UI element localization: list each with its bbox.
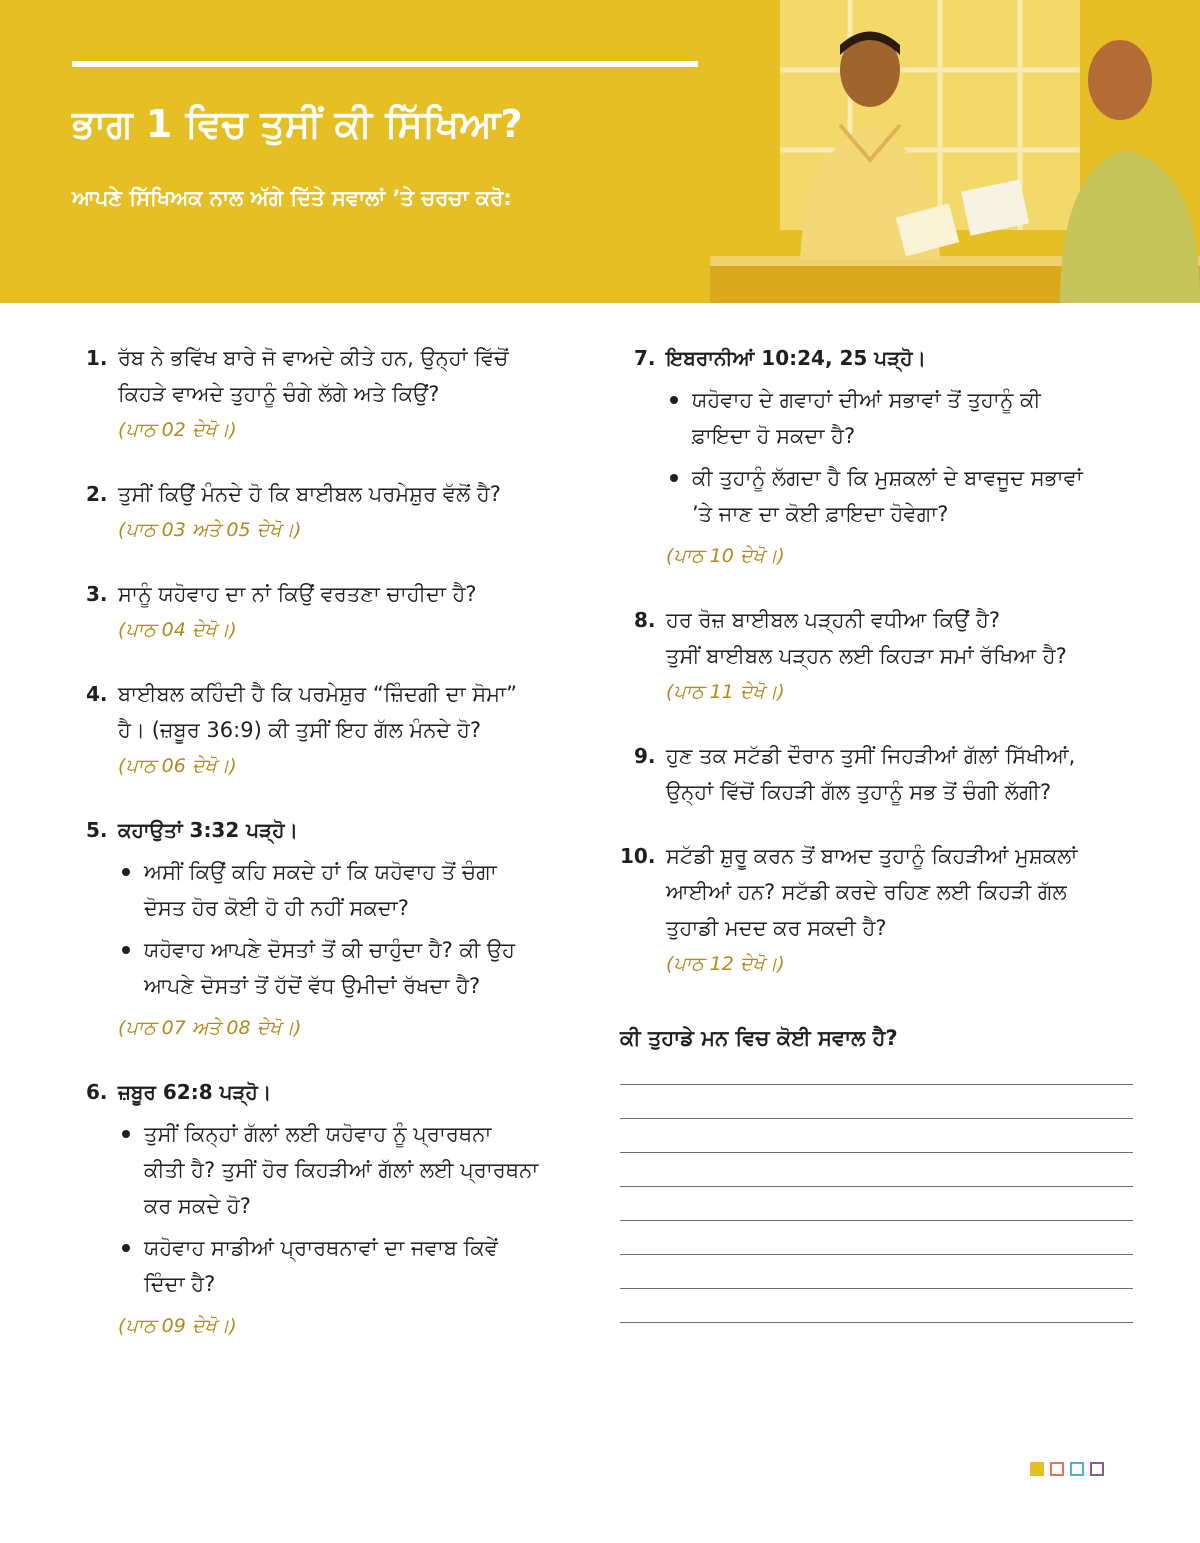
lesson-reference: (ਪਾਠ 07 ਅਤੇ 08 ਦੇਖੋ।) bbox=[118, 1017, 302, 1039]
square-outline-icon bbox=[1050, 1462, 1064, 1476]
question-2 bbox=[86, 476, 576, 548]
question-1 bbox=[86, 340, 576, 448]
bullet-icon bbox=[122, 868, 130, 876]
lesson-reference: (ਪਾਠ 09 ਦੇਖੋ।) bbox=[118, 1315, 237, 1337]
writing-line[interactable] bbox=[620, 1254, 1133, 1255]
question-number: 3. bbox=[86, 582, 108, 606]
writing-line[interactable] bbox=[620, 1118, 1133, 1119]
question-4 bbox=[86, 676, 576, 784]
bullet-item: ਯਹੋਵਾਹ ਸਾਡੀਆਂ ਪ੍ਰਾਰਥਨਾਵਾਂ ਦਾ ਜਵਾਬ ਕਿਵੇਂ ਦਿੰਦਾ ਹੈ? bbox=[118, 1230, 576, 1302]
writing-line[interactable] bbox=[620, 1186, 1133, 1187]
question-5 bbox=[86, 812, 576, 1046]
question-7 bbox=[620, 340, 1135, 574]
writing-line[interactable] bbox=[620, 1220, 1133, 1221]
lesson-reference: (ਪਾਠ 11 ਦੇਖੋ।) bbox=[666, 681, 785, 703]
bullet-icon bbox=[122, 1244, 130, 1252]
question-6 bbox=[86, 1074, 576, 1344]
scripture-heading: ਕਹਾਉਤਾਂ 3:32 ਪੜ੍ਹੋ। bbox=[118, 818, 298, 842]
question-3 bbox=[86, 576, 576, 648]
writing-line[interactable] bbox=[620, 1288, 1133, 1289]
bullet-item: ਤੁਸੀਂ ਕਿਨ੍ਹਾਂ ਗੱਲਾਂ ਲਈ ਯਹੋਵਾਹ ਨੂੰ ਪ੍ਰਾਰਥਨਾ ਕੀਤੀ ਹੈ? ਤੁਸੀਂ ਹੋਰ ਕਿਹੜੀਆਂ ਗੱਲਾਂ ਲਈ ਪ੍ਰਾਰਥਨਾ ਕਰ ਸਕਦੇ ਹੋ? bbox=[118, 1116, 576, 1224]
question-text: ਰੱਬ ਨੇ ਭਵਿੱਖ ਬਾਰੇ ਜੋ ਵਾਅਦੇ ਕੀਤੇ ਹਨ, ਉਨ੍ਹਾਂ ਵਿੱਚੋਂ ਕਿਹੜੇ ਵਾਅਦੇ ਤੁਹਾਨੂੰ ਚੰਗੇ ਲੱਗੇ ਅਤੇ ਕਿਉਂ? bbox=[118, 346, 509, 406]
lesson-reference: (ਪਾਠ 04 ਦੇਖੋ।) bbox=[118, 619, 237, 641]
header-rule bbox=[72, 61, 698, 67]
question-number: 4. bbox=[86, 682, 108, 706]
question-number: 9. bbox=[634, 744, 656, 768]
question-number: 10. bbox=[620, 844, 656, 868]
question-number: 8. bbox=[634, 608, 656, 632]
bullet-item: ਕੀ ਤੁਹਾਨੂੰ ਲੱਗਦਾ ਹੈ ਕਿ ਮੁਸ਼ਕਲਾਂ ਦੇ ਬਾਵਜੂਦ ਸਭਾਵਾਂ ’ਤੇ ਜਾਣ ਦਾ ਕੋਈ ਫ਼ਾਇਦਾ ਹੋਵੇਗਾ? bbox=[666, 460, 1135, 532]
page-subtitle: ਆਪਣੇ ਸਿੱਖਿਅਕ ਨਾਲ ਅੱਗੇ ਦਿੱਤੇ ਸਵਾਲਾਂ ’ਤੇ ਚਰਚਾ ਕਰੋ: bbox=[72, 186, 512, 210]
right-column bbox=[620, 340, 1135, 1356]
color-squares bbox=[1030, 1462, 1104, 1476]
lesson-reference: (ਪਾਠ 02 ਦੇਖੋ।) bbox=[118, 419, 237, 441]
question-8 bbox=[620, 602, 1135, 710]
lesson-reference: (ਪਾਠ 12 ਦੇਖੋ।) bbox=[666, 953, 785, 975]
question-text: ਹਰ ਰੋਜ਼ ਬਾਈਬਲ ਪੜ੍ਹਨੀ ਵਧੀਆ ਕਿਉਂ ਹੈ? ਤੁਸੀਂ ਬਾਈਬਲ ਪੜ੍ਹਨ ਲਈ ਕਿਹੜਾ ਸਮਾਂ ਰੱਖਿਆ ਹੈ? bbox=[666, 608, 1067, 668]
square-outline-icon bbox=[1070, 1462, 1084, 1476]
bullet-icon bbox=[670, 396, 678, 404]
writing-line[interactable] bbox=[620, 1152, 1133, 1153]
lesson-reference: (ਪਾਠ 03 ਅਤੇ 05 ਦੇਖੋ।) bbox=[118, 519, 302, 541]
question-text: ਤੁਸੀਂ ਕਿਉਂ ਮੰਨਦੇ ਹੋ ਕਿ ਬਾਈਬਲ ਪਰਮੇਸ਼ੁਰ ਵੱਲੋਂ ਹੈ? bbox=[118, 482, 501, 506]
question-9 bbox=[620, 738, 1135, 810]
bullet-item: ਅਸੀਂ ਕਿਉਂ ਕਹਿ ਸਕਦੇ ਹਾਂ ਕਿ ਯਹੋਵਾਹ ਤੋਂ ਚੰਗਾ ਦੋਸਤ ਹੋਰ ਕੋਈ ਹੋ ਹੀ ਨਹੀਂ ਸਕਦਾ? bbox=[118, 854, 576, 926]
writing-line[interactable] bbox=[620, 1322, 1133, 1323]
question-10 bbox=[620, 838, 1135, 982]
question-number: 2. bbox=[86, 482, 108, 506]
page-title: ਭਾਗ 1 ਵਿਚ ਤੁਸੀਂ ਕੀ ਸਿੱਖਿਆ? bbox=[72, 102, 523, 146]
square-filled-icon bbox=[1030, 1462, 1044, 1476]
your-questions-heading: ਕੀ ਤੁਹਾਡੇ ਮਨ ਵਿਚ ਕੋਈ ਸਵਾਲ ਹੈ? bbox=[620, 1026, 898, 1050]
writing-lines[interactable] bbox=[620, 1084, 1135, 1323]
header-banner bbox=[0, 0, 1200, 303]
scripture-heading: ਜ਼ਬੂਰ 62:8 ਪੜ੍ਹੋ। bbox=[118, 1080, 272, 1104]
question-number: 5. bbox=[86, 818, 108, 842]
lesson-reference: (ਪਾਠ 10 ਦੇਖੋ।) bbox=[666, 545, 785, 567]
question-text: ਬਾਈਬਲ ਕਹਿੰਦੀ ਹੈ ਕਿ ਪਰਮੇਸ਼ੁਰ “ਜ਼ਿੰਦਗੀ ਦਾ ਸੋਮਾ” ਹੈ। (ਜ਼ਬੂਰ 36:9) ਕੀ ਤੁਸੀਂ ਇਹ ਗੱਲ ਮੰਨਦੇ ਹੋ? bbox=[118, 682, 517, 742]
study-illustration bbox=[700, 0, 1200, 303]
question-number: 1. bbox=[86, 346, 108, 370]
left-column bbox=[86, 340, 576, 1344]
bullet-item: ਯਹੋਵਾਹ ਆਪਣੇ ਦੋਸਤਾਂ ਤੋਂ ਕੀ ਚਾਹੁੰਦਾ ਹੈ? ਕੀ ਉਹ ਆਪਣੇ ਦੋਸਤਾਂ ਤੋਂ ਹੱਦੋਂ ਵੱਧ ਉਮੀਦਾਂ ਰੱਖਦਾ ਹੈ? bbox=[118, 932, 576, 1004]
writing-line[interactable] bbox=[620, 1084, 1133, 1085]
bullet-icon bbox=[122, 946, 130, 954]
question-number: 7. bbox=[634, 346, 656, 370]
scripture-heading: ਇਬਰਾਨੀਆਂ 10:24, 25 ਪੜ੍ਹੋ। bbox=[666, 346, 927, 370]
bullet-item: ਯਹੋਵਾਹ ਦੇ ਗਵਾਹਾਂ ਦੀਆਂ ਸਭਾਵਾਂ ਤੋਂ ਤੁਹਾਨੂੰ ਕੀ ਫ਼ਾਇਦਾ ਹੋ ਸਕਦਾ ਹੈ? bbox=[666, 382, 1135, 454]
question-text: ਹੁਣ ਤਕ ਸਟੱਡੀ ਦੌਰਾਨ ਤੁਸੀਂ ਜਿਹੜੀਆਂ ਗੱਲਾਂ ਸਿੱਖੀਆਂ, ਉਨ੍ਹਾਂ ਵਿੱਚੋਂ ਕਿਹੜੀ ਗੱਲ ਤੁਹਾਨੂੰ ਸਭ ਤੋਂ ਚੰਗੀ ਲੱਗੀ? bbox=[666, 744, 1076, 804]
bullet-icon bbox=[122, 1130, 130, 1138]
question-text: ਸਟੱਡੀ ਸ਼ੁਰੂ ਕਰਨ ਤੋਂ ਬਾਅਦ ਤੁਹਾਨੂੰ ਕਿਹੜੀਆਂ ਮੁਸ਼ਕਲਾਂ ਆਈਆਂ ਹਨ? ਸਟੱਡੀ ਕਰਦੇ ਰਹਿਣ ਲਈ ਕਿਹੜੀ ਗੱਲ ਤੁਹਾਡੀ ਮਦਦ ਕਰ ਸਕਦੀ ਹੈ? bbox=[666, 844, 1078, 940]
lesson-reference: (ਪਾਠ 06 ਦੇਖੋ।) bbox=[118, 755, 237, 777]
question-number: 6. bbox=[86, 1080, 108, 1104]
square-outline-icon bbox=[1090, 1462, 1104, 1476]
bullet-icon bbox=[670, 474, 678, 482]
question-text: ਸਾਨੂੰ ਯਹੋਵਾਹ ਦਾ ਨਾਂ ਕਿਉਂ ਵਰਤਣਾ ਚਾਹੀਦਾ ਹੈ? bbox=[118, 582, 477, 606]
